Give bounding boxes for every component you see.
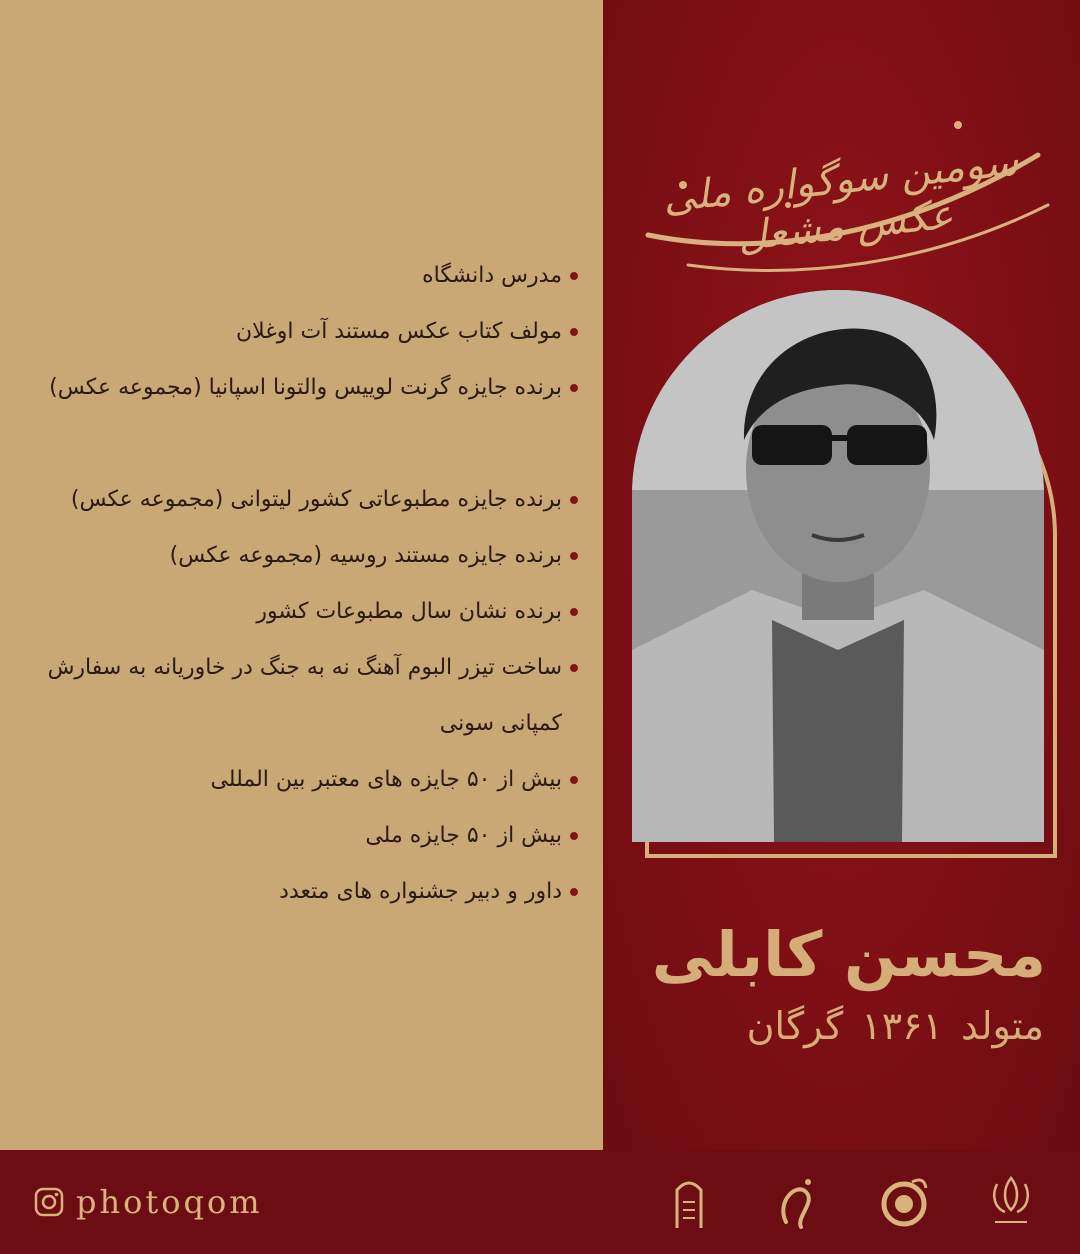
bio-item: بیش از ۵۰ جایزه های معتبر بین المللی	[20, 752, 578, 808]
bio-item: ساخت تیزر البوم آهنگ نه به جنگ در خاوریانه به سفارش کمپانی سونی	[20, 640, 578, 752]
bio-item: برنده جایزه مطبوعاتی کشور لیتوانی (مجموعه عکس)	[20, 472, 578, 528]
bio-item: برنده جایزه مستند روسیه (مجموعه عکس)	[20, 528, 578, 584]
publications-house-icon	[659, 1172, 719, 1232]
bullet-icon	[570, 664, 578, 672]
calligraphy-logo	[757, 1163, 835, 1241]
bio-item: برنده جایزه گرنت لوییس والتونا اسپانیا (مجموعه عکس)	[20, 360, 578, 472]
instagram-handle: photoqom	[76, 1183, 263, 1221]
sponsor-logos	[650, 1160, 1050, 1244]
festival-title	[628, 95, 1058, 285]
bullet-icon	[570, 888, 578, 896]
bio-item: بیش از ۵۰ جایزه ملی	[20, 808, 578, 864]
bio-item: داور و دبیر جشنواره های متعدد	[20, 864, 578, 920]
hodhod-network-logo	[865, 1163, 943, 1241]
bio-item: مولف کتاب عکس مستند آت اوغلان	[20, 304, 578, 360]
ministry-culture-logo	[972, 1163, 1050, 1241]
portrait-silhouette-icon	[632, 290, 1044, 842]
hodhod-network-icon	[874, 1172, 934, 1232]
bio-item: مدرس دانشگاه	[20, 248, 578, 304]
birth-info: متولد ۱۳۶۱ گرگان	[746, 1004, 1044, 1048]
bullet-icon	[570, 496, 578, 504]
bullet-icon	[570, 328, 578, 336]
portrait-photo	[632, 290, 1044, 842]
publications-house-logo	[650, 1163, 728, 1241]
instagram-icon	[34, 1187, 64, 1217]
calligraphy-icon	[766, 1172, 826, 1232]
bullet-icon	[570, 608, 578, 616]
bullet-icon	[570, 384, 578, 392]
bio-item: برنده نشان سال مطبوعات کشور	[20, 584, 578, 640]
bullet-icon	[570, 552, 578, 560]
bullet-icon	[570, 832, 578, 840]
bio-list	[20, 248, 578, 920]
iran-emblem-icon	[981, 1172, 1041, 1232]
bullet-icon	[570, 776, 578, 784]
festival-title-text: سومین سوگواره ملی عکس مشعل	[660, 138, 1021, 261]
instagram-link[interactable]	[34, 1180, 263, 1224]
bullet-icon	[570, 272, 578, 280]
person-name: محسن کابلی	[651, 918, 1046, 991]
